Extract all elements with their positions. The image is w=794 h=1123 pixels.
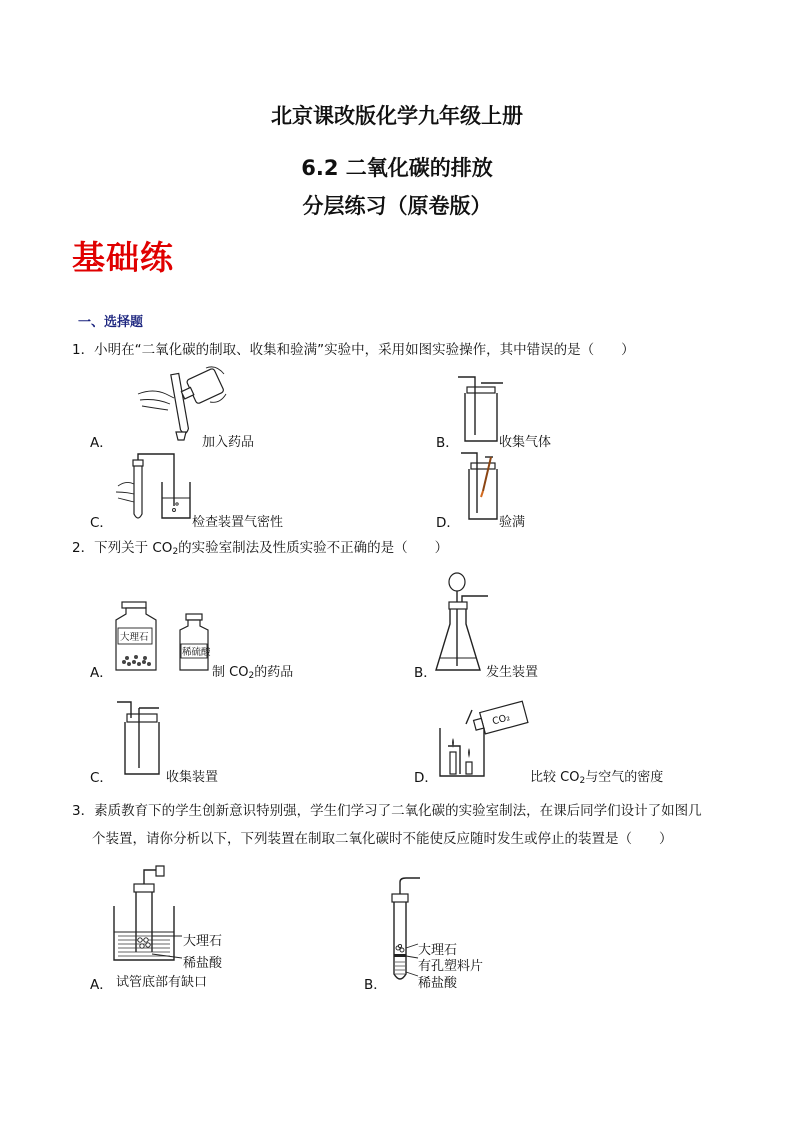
q3-a-apparatus-figure [112, 866, 192, 966]
q1-option-c-letter[interactable]: C． [90, 515, 113, 531]
practice-title: 分层练习（原卷版） [302, 194, 492, 218]
q1-option-b-caption: 收集气体 [499, 435, 552, 450]
q2-option-a-letter[interactable]: A． [90, 665, 113, 681]
q1-b-gas-collection-figure [455, 375, 505, 445]
doc-title: 北京课改版化学九年级上册 [271, 104, 523, 128]
q2-option-c-letter[interactable]: C． [90, 770, 113, 786]
q1-option-b-letter[interactable]: B． [436, 435, 459, 451]
q2-c-collection-figure [115, 696, 165, 778]
q2-option-c-caption: 收集装置 [166, 770, 219, 785]
q1-a-adding-reagent-figure [118, 364, 233, 446]
q2-option-b-caption: 发生装置 [486, 665, 539, 680]
q3-a-label-acid: 稀盐酸 [183, 956, 223, 971]
q1-option-d-caption: 验满 [499, 515, 526, 530]
q1-option-a-caption: 加入药品 [202, 435, 255, 450]
question-1-stem: 1．小明在“二氧化碳的制取、收集和验满”实验中，采用如图实验操作，其中错误的是（ ） [72, 342, 635, 358]
q1-option-c-caption: 检查装置气密性 [192, 515, 284, 530]
q3-option-a-caption: 试管底部有缺口 [116, 975, 208, 990]
question-3-stem-line2: 个装置，请你分析以下，下列装置在制取二氧化碳时不能使反应随时发生或停止的装置是（ ） [92, 831, 673, 847]
q2-a-reagent-bottles-figure [114, 600, 214, 676]
bottle-label-acid: 稀硫酸 [182, 647, 211, 658]
q2-d-density-figure [436, 698, 532, 780]
q2-b-generator-figure [432, 572, 492, 676]
q2-option-d-letter[interactable]: D． [414, 770, 438, 786]
q2-option-b-letter[interactable]: B． [414, 665, 437, 681]
q1-option-a-letter[interactable]: A． [90, 435, 113, 451]
q2-option-d-caption: 比较 $CO_2$与空气的密度 [530, 770, 664, 786]
question-2-stem: 2．下列关于 $CO_2$的实验室制法及性质实验不正确的是（ ） [72, 540, 449, 557]
q3-option-b-letter[interactable]: B． [364, 977, 387, 993]
question-type-heading: 一、选择题 [78, 315, 144, 330]
q1-c-airtightness-check-figure [112, 452, 200, 524]
question-3-stem-line1: 3．素质教育下的学生创新意识特别强，学生们学习了二氧化碳的实验室制法，在课后同学们设计了如图几 [72, 803, 702, 819]
q2-option-a-caption: 制 $CO_2$的药品 [212, 665, 294, 681]
bottle-label-marble: 大理石 [120, 632, 149, 643]
q3-a-label-marble: 大理石 [183, 934, 223, 949]
q3-b-label-perforated-plate: 有孔塑料片 [418, 959, 484, 974]
co2-bottle-label: CO₂ [491, 712, 512, 728]
q1-d-full-check-figure [455, 451, 505, 523]
q1-option-d-letter[interactable]: D． [436, 515, 460, 531]
section-heading: 基础练 [72, 238, 174, 277]
q3-option-a-letter[interactable]: A． [90, 977, 113, 993]
lesson-title: 6.2 二氧化碳的排放 [301, 156, 493, 180]
q3-b-label-marble: 大理石 [418, 943, 458, 958]
q3-b-label-acid: 稀盐酸 [418, 976, 458, 991]
